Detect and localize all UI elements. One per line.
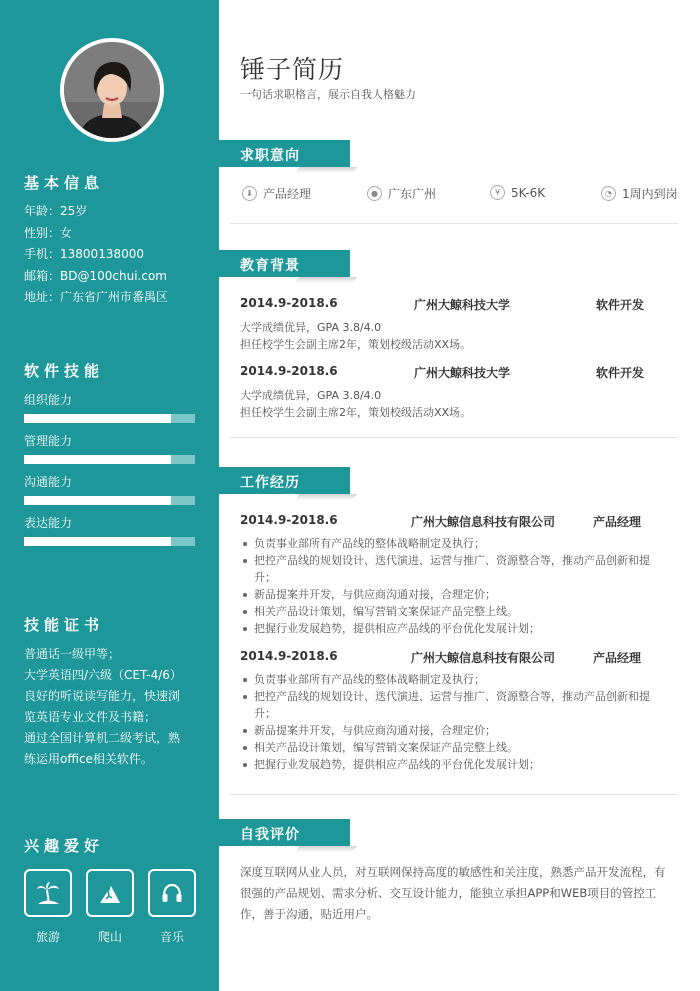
certificates-text [24,644,194,770]
mountain-climb-icon [86,869,134,917]
work-role: 产品经理 [593,515,642,529]
resume-motto: 一句话求职格言，展示自我人格魅力 [240,88,416,101]
info-label: 邮箱： [24,268,61,283]
skill-label: 管理能力 [24,434,73,448]
edu-major: 软件开发 [596,366,645,380]
section-header-education [219,250,350,279]
section-shadow [294,846,357,852]
section-title: 自我评价 [240,827,300,843]
yen-icon: ¥ [490,185,505,200]
info-label: 性别： [24,225,61,240]
intent-text: 广东广州 [388,187,437,201]
skill-bar-fill [24,414,171,423]
cert-line: 练运用office相关软件。 [24,752,153,766]
hobby-label: 旅游 [35,930,60,944]
section-shadow [294,277,357,283]
work-company: 广州大鲸信息科技有限公司 [411,651,556,665]
resume-name: 锤子简历 [240,55,345,84]
edu-school: 广州大鲸科技大学 [414,298,511,312]
info-label: 地址： [24,290,61,304]
edu-school: 广州大鲸科技大学 [414,366,511,380]
work-duties [240,671,670,773]
skill-bar-fill [24,455,171,464]
basic-info-list [24,201,168,309]
section-title: 工作经历 [240,475,300,491]
info-value: 25岁 [60,204,88,218]
basic-info-title: 基本信息 [24,174,105,192]
hobby-travel [24,869,72,945]
hobby-climbing [86,869,134,945]
info-value: 女 [60,225,73,240]
duty-item: 负责事业部所有产品线的整体战略制定及执行； [240,671,670,688]
cert-line: 大学英语四/六级（CET-4/6） [24,668,182,682]
skill-bar-fill [24,496,171,505]
intent-text: 5K-6K [511,185,546,200]
duty-item: 负责事业部所有产品线的整体战略制定及执行； [240,535,670,552]
section-header-job-intent [219,140,350,169]
hobby-label: 音乐 [159,930,184,944]
edu-line: 大学成绩优异，GPA 3.8/4.0 [240,321,382,334]
work-date: 2014.9-2018.6 [240,513,338,527]
edu-line: 大学成绩优异，GPA 3.8/4.0 [240,389,382,402]
info-label: 年龄： [24,204,61,218]
info-address [24,287,168,309]
skill-bar [24,537,195,546]
edu-line: 担任校学生会副主席2年，策划校级活动XX场。 [240,338,472,351]
intent-salary [490,185,545,200]
duty-item: 相关产品设计策划，编写营销文案保证产品完整上线。 [240,739,670,756]
work-role: 产品经理 [593,651,642,665]
info-value: BD@100chui.com [60,268,167,283]
duty-item: 把控产品线的规划设计、迭代演进、运营与推广、资源整合等，推动产品创新和提升； [240,688,670,722]
info-gender [24,223,168,245]
duty-item: 把握行业发展趋势，提供相应产品线的平台优化发展计划； [240,756,670,773]
duty-item: 把控产品线的规划设计、迭代演进、运营与推广、资源整合等，推动产品创新和提升； [240,552,670,586]
skill-label: 组织能力 [24,393,73,407]
cert-line: 普通话一级甲等； [24,647,121,661]
info-label: 手机： [24,247,61,261]
divider [230,794,678,795]
cert-line: 良好的听说读写能力，快速浏 [24,689,181,703]
edu-date: 2014.9-2018.6 [240,296,338,310]
duty-item: 新品提案并开发，与供应商沟通对接，合理定价； [240,586,670,603]
info-value: 13800138000 [60,247,144,261]
clock-icon: ◔ [601,186,616,201]
section-shadow [294,167,357,173]
skill-bar [24,496,195,505]
edu-major: 软件开发 [596,298,645,312]
section-title: 教育背景 [240,258,300,274]
hobbies-title: 兴趣爱好 [24,837,105,855]
work-duties [240,535,670,637]
duty-item: 新品提案并开发，与供应商沟通对接，合理定价； [240,722,670,739]
palm-tree-icon [24,869,72,917]
hobby-label: 爬山 [97,930,122,944]
skill-management [24,433,195,464]
skill-expression [24,515,195,546]
work-company: 广州大鲸信息科技有限公司 [411,515,556,529]
divider [230,437,678,438]
skill-bar-fill [24,537,171,546]
info-value: 广东省广州市番禺区 [60,290,169,304]
software-skills-title: 软件技能 [24,362,105,380]
work-date: 2014.9-2018.6 [240,649,338,663]
self-eval-text: 深度互联网从业人员，对互联网保持高度的敏感性和关注度，熟悉产品开发流程，有很强的产品规划、需求分析、交互设计能力，能独立承担APP和WEB项目的管控工作，善于沟通，贴近用户。 [240,865,666,921]
info-email [24,266,168,288]
avatar-photo [64,42,160,138]
section-header-work [219,467,350,496]
cert-line: 览英语专业文件及书籍； [24,710,157,724]
hobby-music [148,869,196,945]
location-pin-icon: ● [367,186,382,201]
intent-text: 1周内到岗 [622,187,678,201]
cert-line: 通过全国计算机二级考试，熟 [24,731,181,745]
intent-position [242,185,311,202]
info-age [24,201,168,223]
avatar [60,38,164,142]
section-title: 求职意向 [240,148,300,164]
skill-label: 表达能力 [24,516,73,530]
divider [230,223,678,224]
skill-organization [24,392,195,423]
section-shadow [294,494,357,500]
info-phone [24,244,168,266]
edu-description [240,319,670,353]
intent-location [367,185,436,202]
sidebar [0,0,219,991]
headphones-icon [148,869,196,917]
edu-description [240,387,670,421]
intent-text: 产品经理 [263,187,312,201]
skill-bar [24,414,195,423]
duty-item: 把握行业发展趋势，提供相应产品线的平台优化发展计划； [240,620,670,637]
edu-line: 担任校学生会副主席2年，策划校级活动XX场。 [240,406,472,419]
skill-communication [24,474,195,505]
section-header-self-eval [219,819,350,848]
edu-date: 2014.9-2018.6 [240,364,338,378]
position-icon: ⬇ [242,186,257,201]
skill-label: 沟通能力 [24,475,73,489]
skill-bar [24,455,195,464]
certificates-title: 技能证书 [24,616,105,634]
duty-item: 相关产品设计策划，编写营销文案保证产品完整上线。 [240,603,670,620]
intent-arrival [601,185,678,202]
